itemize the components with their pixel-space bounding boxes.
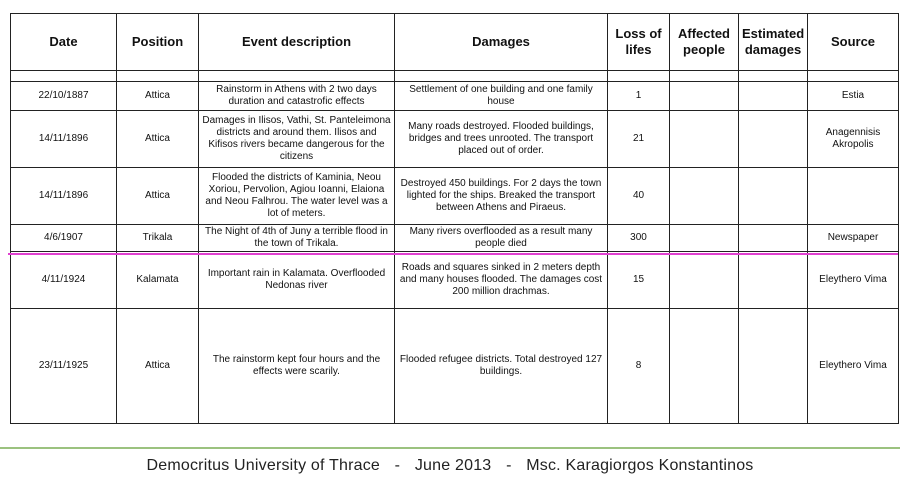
cell-affected-people <box>670 225 739 252</box>
table-header-row <box>11 14 899 71</box>
cell-position: Attica <box>117 82 199 111</box>
cell-position: Trikala <box>117 225 199 252</box>
cell-source: Estia <box>808 82 899 111</box>
spacer-cell <box>808 71 899 82</box>
footer-separator: - <box>506 457 512 474</box>
cell-position: Attica <box>117 309 199 424</box>
table-row <box>11 252 899 309</box>
cell-loss-of-lifes: 21 <box>608 111 670 168</box>
cell-event-description: Flooded the districts of Kaminia, Neou Xoriou, Pervolion, Agiou Ioanni, Elaiona and Neou Falhrou. The water level was a lot of meters. <box>199 168 395 225</box>
cell-loss-of-lifes: 1 <box>608 82 670 111</box>
footer <box>0 457 900 475</box>
cell-affected-people <box>670 111 739 168</box>
spacer-cell <box>670 71 739 82</box>
cell-estimated-damages <box>739 309 808 424</box>
cell-estimated-damages <box>739 225 808 252</box>
header-affected-people: Affected people <box>670 14 739 71</box>
cell-date: 14/11/1896 <box>11 168 117 225</box>
cell-date: 4/6/1907 <box>11 225 117 252</box>
cell-source: Newspaper <box>808 225 899 252</box>
cell-event-description: The Night of 4th of Juny a terrible flood in the town of Trikala. <box>199 225 395 252</box>
header-position: Position <box>117 14 199 71</box>
footer-date: June 2013 <box>414 457 492 474</box>
spacer-cell <box>11 71 117 82</box>
header-event-description: Event description <box>199 14 395 71</box>
cell-affected-people <box>670 309 739 424</box>
cell-damages: Many roads destroyed. Flooded buildings, bridges and trees unrooted. The transport placed out of order. <box>395 111 608 168</box>
cell-estimated-damages <box>739 111 808 168</box>
spacer-cell <box>608 71 670 82</box>
cell-date: 22/10/1887 <box>11 82 117 111</box>
cell-affected-people <box>670 252 739 309</box>
footer-university: Democritus University of Thrace <box>146 457 381 474</box>
cell-estimated-damages <box>739 82 808 111</box>
table-row <box>11 111 899 168</box>
cell-damages: Roads and squares sinked in 2 meters depth and many houses flooded. The damages cost 200 million drachmas. <box>395 252 608 309</box>
table-spacer-row <box>11 71 899 82</box>
cell-loss-of-lifes: 15 <box>608 252 670 309</box>
table-row <box>11 168 899 225</box>
cell-event-description: Rainstorm in Athens with 2 two days duration and catastrofic effects <box>199 82 395 111</box>
cell-date: 4/11/1924 <box>11 252 117 309</box>
cell-event-description: The rainstorm kept four hours and the effects were scarily. <box>199 309 395 424</box>
table-row <box>11 225 899 252</box>
header-date: Date <box>11 14 117 71</box>
cell-loss-of-lifes: 300 <box>608 225 670 252</box>
footer-author: Msc. Karagiorgos Konstantinos <box>526 457 754 474</box>
spacer-cell <box>117 71 199 82</box>
header-loss-of-lifes: Loss of lifes <box>608 14 670 71</box>
cell-source <box>808 168 899 225</box>
magenta-highlight-line <box>8 253 898 255</box>
flood-events-table <box>10 13 899 424</box>
cell-estimated-damages <box>739 168 808 225</box>
cell-source: Anagennisis Akropolis <box>808 111 899 168</box>
cell-damages: Flooded refugee districts. Total destroyed 127 buildings. <box>395 309 608 424</box>
cell-source: Eleythero Vima <box>808 309 899 424</box>
cell-damages: Many rivers overflooded as a result many people died <box>395 225 608 252</box>
cell-loss-of-lifes: 40 <box>608 168 670 225</box>
cell-affected-people <box>670 168 739 225</box>
header-damages: Damages <box>395 14 608 71</box>
table-row <box>11 82 899 111</box>
cell-damages: Settlement of one building and one family house <box>395 82 608 111</box>
spacer-cell <box>739 71 808 82</box>
cell-position: Attica <box>117 168 199 225</box>
cell-position: Kalamata <box>117 252 199 309</box>
cell-source: Eleythero Vima <box>808 252 899 309</box>
cell-event-description: Important rain in Kalamata. Overflooded Nedonas river <box>199 252 395 309</box>
table-row <box>11 309 899 424</box>
footer-divider <box>0 447 900 449</box>
cell-position: Attica <box>117 111 199 168</box>
spacer-cell <box>199 71 395 82</box>
cell-event-description: Damages in Ilisos, Vathi, St. Panteleimona districts and around them. Ilisos and Kifisos rivers became dangerous for the citizens <box>199 111 395 168</box>
cell-loss-of-lifes: 8 <box>608 309 670 424</box>
cell-affected-people <box>670 82 739 111</box>
footer-separator: - <box>394 457 401 474</box>
cell-estimated-damages <box>739 252 808 309</box>
header-source: Source <box>808 14 899 71</box>
cell-damages: Destroyed 450 buildings. For 2 days the town lighted for the ships. Breaked the transport between Athens and Piraeus. <box>395 168 608 225</box>
header-estimated-damages: Estimated damages <box>739 14 808 71</box>
cell-date: 14/11/1896 <box>11 111 117 168</box>
spacer-cell <box>395 71 608 82</box>
cell-date: 23/11/1925 <box>11 309 117 424</box>
